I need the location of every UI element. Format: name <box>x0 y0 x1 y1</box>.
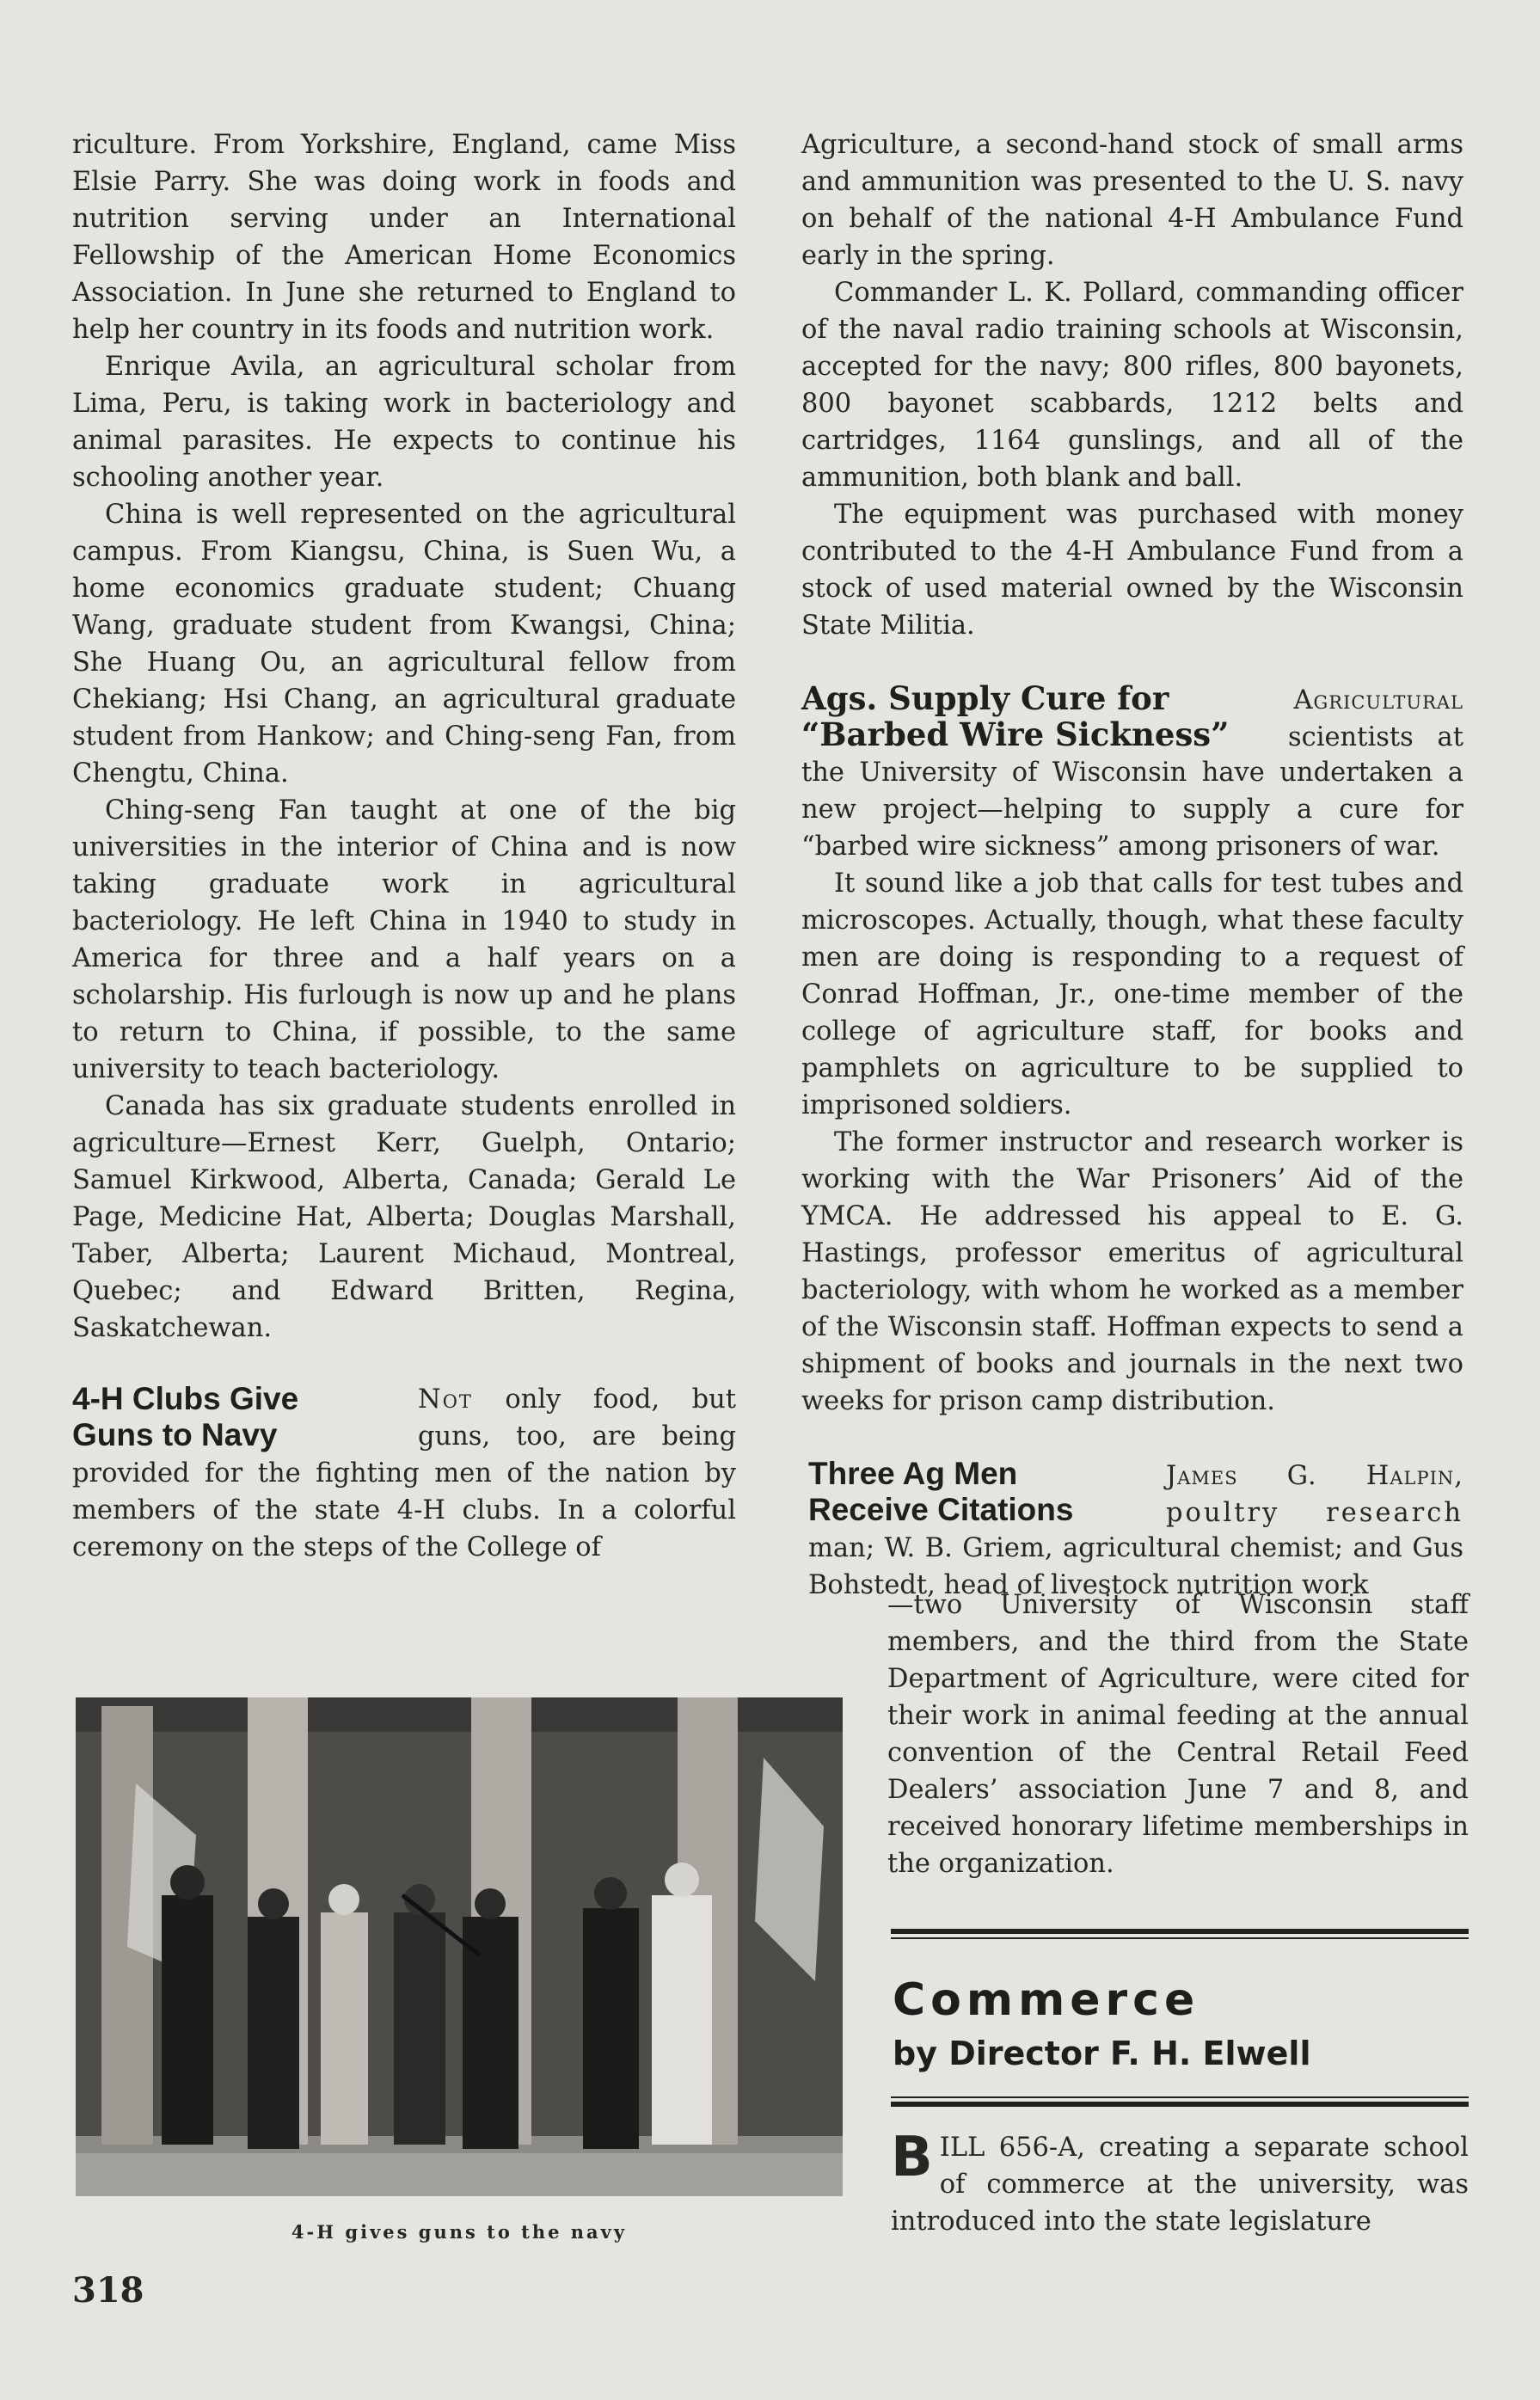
commerce-bottom-rule-thin <box>891 2096 1469 2098</box>
left-column <box>72 126 736 1566</box>
right-column-wrap <box>887 1587 1469 1882</box>
section-heading <box>808 1456 1073 1528</box>
commerce-title: Commerce <box>893 1974 1200 2026</box>
paragraph-parry: riculture. From Yorkshire, England, came Miss Elsie Parry. She was doing work in foods and nutrition serving under an International Fellowship of the American Home Economics Association. In June she returned to England to help her country in its foods and nutrition work. <box>72 130 736 345</box>
section-heading <box>72 1381 298 1453</box>
heading-line-2: Receive Citations <box>808 1492 1074 1527</box>
paragraph-pollard: Commander L. K. Pollard, commanding officer of the naval radio training schools at Wisconsin, accepted for the navy; 800 rifles, 800 bayonets, 800 bayonet scabbards, 1212 belts and cartridges, 1164 gunslings, and all of the ammunition, both blank and ball. <box>801 278 1463 493</box>
commerce-text: ILL 656-A, creating a separate school of commerce at the university, was introduced into the state legislature <box>891 2133 1469 2237</box>
section-body: provided for the fighting men of the nation by members of the state 4-H clubs. In a colorful ceremony on the steps of the College of <box>72 1458 736 1562</box>
paragraph-equipment: The equipment was purchased with money contributed to the 4-H Ambulance Fund from a stock of used material owned by the Wisconsin State Militia. <box>801 500 1463 641</box>
paragraph-ymca: The former instructor and research worker is working with the War Prisoners’ Aid of the YMCA. He addressed his appeal to E. G. Hastings, professor emeritus of agricultural bacteriology, with whom he worked as a member of the Wisconsin staff. Hoffman expects to send a shipment of books and journals in the next two weeks for prison camp distribution. <box>801 1127 1463 1416</box>
section-4h-guns <box>72 1381 736 1455</box>
paragraph-china: China is well represented on the agricultural campus. From Kiangsu, China, is Suen Wu, a home economics graduate student; Chuang Wang, graduate student from Kwangsi, China; She Huang Ou, an agricultural fellow from Chekiang; Hsi Chang, an agricultural graduate student from Hankow; and Ching-seng Fan, from Chengtu, China. <box>72 500 736 789</box>
heading-line-1: 4-H Clubs Give <box>72 1381 299 1416</box>
page-number: 318 <box>72 2270 144 2311</box>
section-heading <box>801 680 1229 752</box>
heading-line-1: Three Ag Men <box>808 1456 1018 1491</box>
section-lead <box>1166 1458 1463 1531</box>
lead-line-1 <box>418 1381 736 1418</box>
commerce-top-rule-thin <box>891 1937 1469 1939</box>
section-lead <box>418 1381 736 1455</box>
section-body-first: the University of Wisconsin have undertaken a new project—helping to supply a cure for “barbed wire sickness” among prisoners of war. <box>801 758 1463 862</box>
commerce-top-rule <box>891 1929 1469 1934</box>
right-column-top <box>801 126 1463 1604</box>
lead-smallcaps: Agricultural <box>1293 685 1463 715</box>
commerce-bottom-rule <box>891 2102 1469 2107</box>
paragraph-avila: Enrique Avila, an agricultural scholar from Lima, Peru, is taking work in bacteriology and animal parasites. He expects to continue his schooling another year. <box>72 352 736 493</box>
commerce-paragraph <box>891 2126 1469 2240</box>
lead-line-2: scientists at <box>1288 722 1463 752</box>
photo-caption: 4-H gives guns to the navy <box>291 2221 628 2243</box>
section-lead <box>1255 682 1463 756</box>
lead-line-2: guns, too, are being <box>418 1421 736 1452</box>
lead-rest: only food, but <box>472 1384 736 1415</box>
section-citations <box>801 1456 1463 1530</box>
paragraph-fan: Ching-seng Fan taught at one of the big universities in the interior of China and is now taking graduate work in agricultural bacteriology. He left China in 1940 to study in America for three and a half years on a scholarship. His furlough is now up and he plans to return to China, if possible, to the same university to teach bacteriology. <box>72 795 736 1084</box>
photo-4h-guns-ceremony <box>76 1697 843 2196</box>
commerce-byline: by Director F. H. Elwell <box>893 2035 1311 2072</box>
heading-line-1: Ags. Supply Cure for <box>801 679 1169 717</box>
paragraph-navy-presentation: Agriculture, a second-hand stock of small arms and ammunition was presented to the U. S. navy on behalf of the national 4-H Ambulance Fund early in the spring. <box>801 130 1463 271</box>
lead-smallcaps: Not <box>418 1384 473 1415</box>
ceremony-photo-illustration <box>76 1697 843 2196</box>
section-body-indented: —two University of Wisconsin staff members, and the third from the State Department of Agriculture, were cited for their work in animal feeding at the annual convention of the Central Retail Feed Dealers’ association June 7 and 8, and received honorary lifetime memberships in the organization. <box>887 1590 1469 1879</box>
heading-line-2: “Barbed Wire Sickness” <box>801 715 1230 753</box>
section-barbed-wire <box>801 680 1463 754</box>
section-body-first: man; W. B. Griem, agricultural chemist; and Gus Bohstedt, head of livestock nutrition work <box>808 1533 1463 1600</box>
paragraph-test-tubes: It sound like a job that calls for test tubes and microscopes. Actually, though, what these faculty men are doing is responding to a request of Conrad Hoffman, Jr., one-time member of the college of agriculture staff, for books and pamphlets on agriculture to be supplied to imprisoned soldiers. <box>801 869 1463 1120</box>
drop-cap: B <box>891 2126 933 2189</box>
lead-smallcaps: James G. Halpin, <box>1166 1461 1463 1491</box>
paragraph-canada: Canada has six graduate students enrolled in agriculture—Ernest Kerr, Guelph, Ontario; Samuel Kirkwood, Alberta, Canada; Gerald Le Page, Medicine Hat, Alberta; Douglas Marshall, Taber, Alberta; Laurent Michaud, Montreal, Quebec; and Edward Britten, Regina, Saskatchewan. <box>72 1091 736 1343</box>
lead-line-2: poultry research <box>1166 1498 1463 1528</box>
commerce-body <box>891 2126 1469 2240</box>
heading-line-2: Guns to Navy <box>72 1417 278 1452</box>
